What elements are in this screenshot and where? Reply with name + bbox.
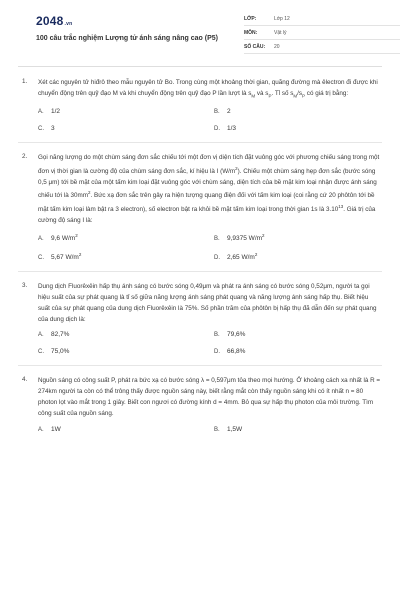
question-1 (0, 78, 400, 143)
option-letter: D. (214, 125, 220, 132)
superscript: 2 (75, 232, 78, 238)
question-text: Nguồn sáng có công suất P, phát ra bức xạ có bước sóng λ = 0,597μm tỏa theo mọi hướng. Ở khoảng cách xa nhất là R = 274km người ta còn có thể trông thấy được nguồn sáng này, biết rằng mắt còn thấy nguồn sáng khi có ít nhất n = 80 photon lọt vào mắt trong 1 giây. Biết con ngươi có đường kính d = 4mm. Bỏ qua sự hấp thụ photon của môi trường. Tìm công suất của nguồn sáng. (38, 377, 381, 417)
text-part: . Tỉ số s (271, 89, 294, 97)
option-letter: B. (214, 236, 220, 243)
option-text: 82,7% (51, 331, 70, 339)
option-b[interactable] (214, 233, 384, 242)
logo-suffix: .vn (64, 21, 73, 27)
option-text: 1/2 (51, 107, 61, 115)
question-number: 2. (22, 152, 28, 160)
question-2 (0, 153, 400, 272)
superscript: 2 (235, 165, 238, 171)
header-divider (18, 66, 382, 67)
option-a[interactable] (38, 331, 214, 338)
option-d[interactable] (214, 252, 384, 261)
option-letter: B. (214, 108, 220, 115)
option-letter: C. (38, 125, 44, 132)
text-part: và s (255, 89, 269, 97)
option-letter: B. (214, 426, 220, 433)
answer-options (38, 233, 382, 261)
question-text: Dung dịch Fluorêxêin hấp thụ ánh sáng có bước sóng 0,49μm và phát ra ánh sáng có bước sóng 0,52μm, người ta gọi hiệu suất của sự phát quang là tỉ số giữa năng lượng ánh sáng phát quang và năng lượng ánh sáng hấp thụ. Biết hiệu suất của sự phát quang của dung dịch Fluorêxêin là 75%. Số phần trăm của phôtôn bị hấp thụ đã dẫn đến sự phát quang của dung dịch là: (38, 283, 377, 323)
option-letter: A. (38, 236, 44, 243)
question-text (38, 153, 382, 227)
option-text-main: 2,65 W/m (227, 254, 255, 262)
option-a[interactable] (38, 108, 214, 115)
option-c[interactable] (38, 125, 214, 132)
option-letter: C. (38, 255, 44, 262)
option-text-main: 5,67 W/m (51, 254, 79, 262)
option-text (51, 252, 81, 261)
option-b[interactable] (214, 426, 384, 433)
answer-options (38, 331, 382, 355)
document-header (18, 0, 382, 66)
option-letter: B. (214, 332, 220, 339)
text-part: . Giá trị của cường độ sáng I là: (38, 206, 376, 225)
option-a[interactable] (38, 233, 214, 242)
option-text: 1/3 (227, 124, 237, 132)
option-text-main: 9,9375 W/m (227, 235, 263, 243)
option-c[interactable] (38, 348, 214, 355)
meta-value: Lớp 12 (274, 15, 290, 22)
option-text (51, 233, 78, 242)
option-letter: D. (214, 349, 220, 356)
option-text: 3 (51, 124, 55, 132)
meta-table (244, 12, 400, 54)
question-number: 3. (22, 282, 28, 290)
answer-options (38, 108, 382, 132)
option-b[interactable] (214, 331, 384, 338)
logo-main: 2048 (36, 14, 64, 28)
superscript: 13 (338, 204, 344, 210)
option-letter: A. (38, 332, 44, 339)
option-letter: A. (38, 108, 44, 115)
option-text (227, 252, 257, 261)
text-part: /s (297, 89, 303, 97)
option-letter: C. (38, 349, 44, 356)
option-text (227, 233, 265, 242)
question-4 (0, 376, 400, 432)
superscript: 2 (78, 252, 82, 258)
subscript: P (302, 93, 306, 99)
superscript: 2 (262, 232, 265, 238)
question-divider (18, 142, 382, 143)
subscript: M (251, 93, 256, 99)
site-logo[interactable] (36, 14, 72, 28)
option-text: 1W (51, 425, 61, 433)
option-b[interactable] (214, 108, 384, 115)
question-3 (0, 282, 400, 366)
text-part: Gọi năng lượng do một chùm sáng đơn sắc chiếu tới một đơn vị diện tích đặt vuông góc với phương chiếu sáng trong một đơn vị thời gian là cường độ của chùm sáng đơn sắc, kí hiệu là I (W/m (38, 153, 380, 175)
text-part: có giá trị bằng: (305, 89, 349, 97)
meta-value: 20 (274, 43, 280, 50)
option-c[interactable] (38, 252, 214, 261)
text-part: Xét các nguyên tử hiđrô theo mẫu nguyên tử Bo. Trong cùng một khoảng thời gian, quãng đường mà êlectron đi được khi chuyển động trên quỹ đạo M và khi chuyển động trên quỹ đạo P lần lượt là s (38, 79, 378, 97)
question-divider (18, 271, 382, 272)
option-text: 1,5W (227, 425, 243, 433)
meta-label: MÔN: (244, 29, 258, 36)
option-d[interactable] (214, 125, 384, 132)
text-part: ). Chiếu một chùm sáng hẹp đơn sắc (bước sóng 0,5 μm) tới bề mặt của một tấm kim loại đặt vuông góc với chùm sáng, diện tích của bề mặt kim loại nhận được ánh sáng chiếu tới là 30mm (38, 167, 377, 200)
text-part: . Bức xạ đơn sắc trên gây ra hiện tượng quang điện đối với tấm kim loại (coi rằng cứ 20 phôtôn tới bề mặt tấm kim loại làm bật ra 3 electron), số electron bật ra khỏi bề mặt tấm kim loại trong thời gian 1s là 3.10 (38, 192, 375, 214)
answer-options (38, 426, 382, 433)
option-text: 75,0% (51, 348, 70, 356)
option-text: 2 (227, 107, 231, 115)
superscript: 2 (254, 252, 258, 258)
option-text-main: 9,6 W/m (51, 235, 76, 243)
meta-label: LỚP: (244, 15, 257, 22)
question-number: 4. (22, 376, 28, 384)
option-text: 66,8% (227, 348, 246, 356)
option-d[interactable] (214, 348, 384, 355)
question-divider (18, 365, 382, 366)
option-letter: D. (214, 255, 220, 262)
question-text (38, 78, 382, 102)
meta-value: Vật lý (274, 29, 287, 36)
option-a[interactable] (38, 426, 214, 433)
question-list (0, 78, 400, 433)
subscript: P (268, 93, 272, 99)
subscript: M (293, 93, 298, 99)
meta-label: SỐ CÂU: (244, 43, 266, 50)
meta-row-class (244, 12, 400, 26)
page-title: 100 câu trắc nghiệm Lượng tử ánh sáng nâng cao (P5) (36, 35, 218, 42)
option-letter: A. (38, 426, 44, 433)
superscript: 2 (87, 190, 91, 196)
question-number: 1. (22, 78, 28, 85)
meta-row-subject (244, 26, 400, 40)
option-text: 79,6% (227, 331, 246, 339)
meta-row-count (244, 40, 400, 54)
